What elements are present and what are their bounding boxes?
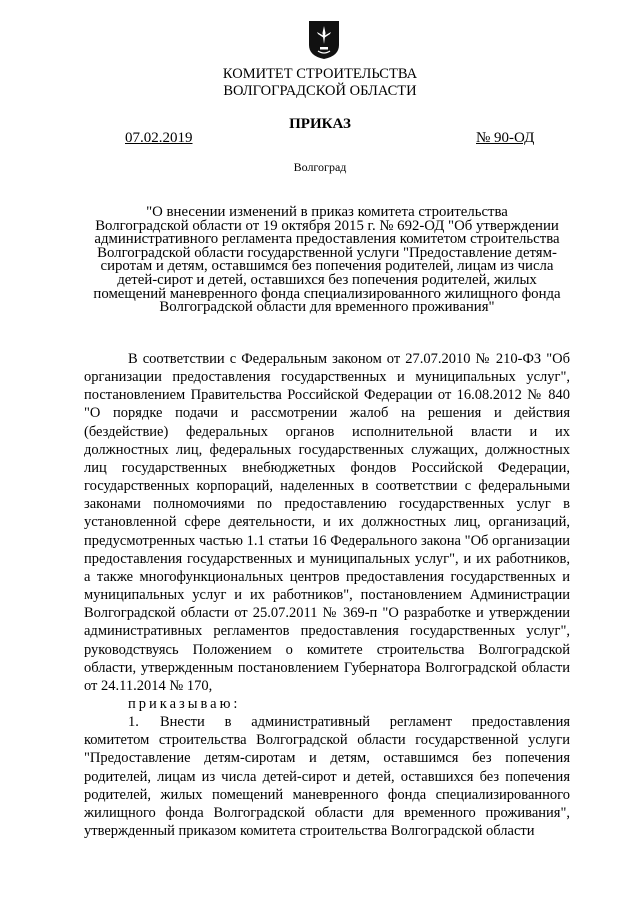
subject-line: сиротам и детям, оставшимся без попечения родителей, лицам из числа [100,258,554,275]
coat-of-arms-icon [308,20,340,60]
document-number: № 90-ОД [476,130,535,146]
subject-line: Волгоградской области для временного проживания" [159,299,495,316]
decree-word: приказываю: [128,695,241,712]
item-1-number: 1. [128,714,139,731]
document-date: 07.02.2019 [125,130,193,146]
document-subject [84,206,570,315]
subject-line: детей-сирот и детей, оставшихся без попечения родителей, жилых [117,271,537,288]
subject-line: "О внесении изменений в приказ комитета строительства [146,204,508,220]
preamble-paragraph: В соответствии с Федеральным законом от 27.07.2010 № 210-ФЗ "Об организации предоставления государственных и муниципальных услуг", постановлением Правительства Российской Федерации от 16.08.2012 № 840 "О порядке подачи и рассмотрении жалоб на решения и действия (бездействие) федеральных органов исполнительной власти и их должностных лиц, федеральных государственных служащих, должностных лиц государственных внебюджетных фондов Российской Федерации, государственных корпораций, наделенных в соответствии с федеральными законами полномочиями по предоставлению государственных услуг в установленной сфере деятельности, и их должностных лиц, организаций, предусмотренных частью 1.1 статьи 16 Федерального закона "Об организации предоставления государственных и муниципальных услуг", и их работников, а также многофункциональных центров предоставления государственных и муниципальных услуг и их работников", постановлением Администрации Волгоградской области от 25.07.2011 № 369-п "О разработке и утверждении административных регламентов предоставления государственных услуг", руководствуясь Положением о комитете строительства Волгоградской области, утвержденным постановлением Губернатора Волгоградской области от 24.11.2014 № 170, [84,351,570,694]
organization-name [0,66,640,100]
subject-line: административного регламента предоставления комитетом строительства [94,231,560,248]
org-line-2: ВОЛГОГРАДСКОЙ ОБЛАСТИ [223,83,417,99]
subject-line: Волгоградской области от 19 октября 2015 г. № 692-ОД "Об утверждении [95,217,559,234]
document-type: ПРИКАЗ [289,116,351,132]
document-body [84,350,570,840]
subject-line: помещений маневренного фонда специализированного жилищного фонда [93,285,561,302]
document-city: Волгоград [293,160,347,174]
subject-line: Волгоградской области государственной услуги "Предоставление детям- [97,244,557,261]
item-1-paragraph [84,713,570,840]
org-line-1: КОМИТЕТ СТРОИТЕЛЬСТВА [222,66,418,82]
item-1-text: Внести в административный регламент предоставления комитетом строительства Волгоградской области государственной услуги "Предоставление детям-сиротам и детям, оставшимся без попечения родителей, лицам из числа детей-сирот и детей, оставшихся без попечения родителей, жилых помещений маневренного фонда специализированного жилищного фонда Волгоградской области для временного проживания", утвержденный приказом комитета строительства Волгоградской области [84,714,570,840]
